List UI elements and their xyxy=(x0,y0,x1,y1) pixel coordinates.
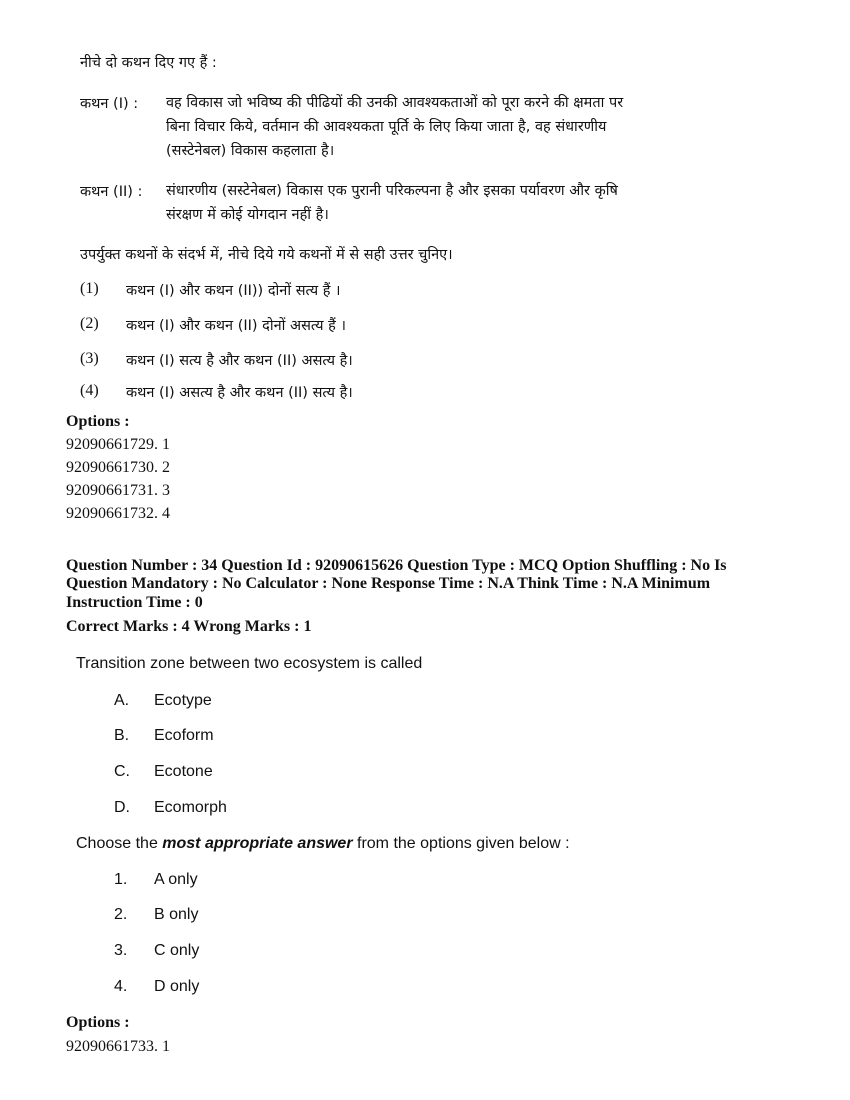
answer-text: A only xyxy=(154,871,198,888)
statement-2-line: संधारणीय (सस्टेनेबल) विकास एक पुरानी परिकल्पना है और इसका पर्यावरण और कृषि xyxy=(166,183,618,199)
option-id: 92090661730. 2 xyxy=(66,459,170,476)
choose-instruction xyxy=(76,835,570,853)
statement-1-label: कथन (I) : xyxy=(80,96,139,112)
answer-text: B only xyxy=(154,906,199,923)
option-id: 92090661733. 1 xyxy=(66,1038,170,1055)
choice-text: Ecotone xyxy=(154,763,213,780)
statement-1-line: (सस्टेनेबल) विकास कहलाता है। xyxy=(166,143,335,159)
question-meta-line: Instruction Time : 0 xyxy=(66,594,203,611)
hindi-answer-number: (3) xyxy=(80,350,99,367)
hindi-answer-number: (2) xyxy=(80,315,99,332)
option-id: 92090661732. 4 xyxy=(66,505,170,522)
option-id: 92090661729. 1 xyxy=(66,436,170,453)
choice-letter: A. xyxy=(114,692,130,709)
statement-2-line: संरक्षण में कोई योगदान नहीं है। xyxy=(166,207,329,223)
answer-number: 1. xyxy=(114,871,128,888)
answer-text: D only xyxy=(154,978,200,995)
statement-1-text xyxy=(166,91,704,163)
choice-text: Ecomorph xyxy=(154,799,227,816)
hindi-answer-number: (1) xyxy=(80,280,99,297)
choice-letter: D. xyxy=(114,799,130,816)
statement-2-text xyxy=(166,179,704,227)
hindi-answer-text: कथन (I) सत्य है और कथन (II) असत्य है। xyxy=(126,353,353,369)
answer-text: C only xyxy=(154,942,200,959)
answer-number: 3. xyxy=(114,942,128,959)
question-prompt: Transition zone between two ecosystem is called xyxy=(76,655,423,672)
question-marks: Correct Marks : 4 Wrong Marks : 1 xyxy=(66,618,312,635)
question-meta-line: Question Mandatory : No Calculator : None Response Time : N.A Think Time : N.A Minimum xyxy=(66,575,711,592)
hindi-answer-number: (4) xyxy=(80,382,99,399)
choice-letter: C. xyxy=(114,763,130,780)
statement-1-line: वह विकास जो भविष्य की पीढियों की उनकी आवश्यकताओं को पूरा करने की क्षमता पर xyxy=(166,95,624,111)
statement-2-label: कथन (II) : xyxy=(80,184,143,200)
choice-text: Ecotype xyxy=(154,692,212,709)
hindi-answer-text: कथन (I) असत्य है और कथन (II) सत्य है। xyxy=(126,385,353,401)
statements-intro: नीचे दो कथन दिए गए हैं : xyxy=(80,55,217,71)
options-heading: Options : xyxy=(66,413,130,430)
choose-suffix: from the options given below : xyxy=(352,835,570,852)
answer-number: 4. xyxy=(114,978,128,995)
choose-prefix: Choose the xyxy=(76,835,163,852)
answer-number: 2. xyxy=(114,906,128,923)
choice-text: Ecoform xyxy=(154,727,214,744)
hindi-answer-text: कथन (I) और कथन (II) दोनों असत्य हैं । xyxy=(126,318,346,334)
statements-instruction: उपर्युक्त कथनों के संदर्भ में, नीचे दिये गये कथनों में से सही उत्तर चुनिए। xyxy=(80,247,453,263)
option-id: 92090661731. 3 xyxy=(66,482,170,499)
question-meta-line: Question Number : 34 Question Id : 92090615626 Question Type : MCQ Option Shuffling : No Is xyxy=(66,557,727,574)
options-heading: Options : xyxy=(66,1014,130,1031)
statement-1-line: बिना विचार किये, वर्तमान की आवश्यकता पूर्ति के लिए किया जाता है, वह संधारणीय xyxy=(166,119,607,135)
choose-emphasis: most appropriate answer xyxy=(162,835,353,852)
choice-letter: B. xyxy=(114,727,130,744)
hindi-answer-text: कथन (I) और कथन (II)) दोनों सत्य हैं । xyxy=(126,283,341,299)
